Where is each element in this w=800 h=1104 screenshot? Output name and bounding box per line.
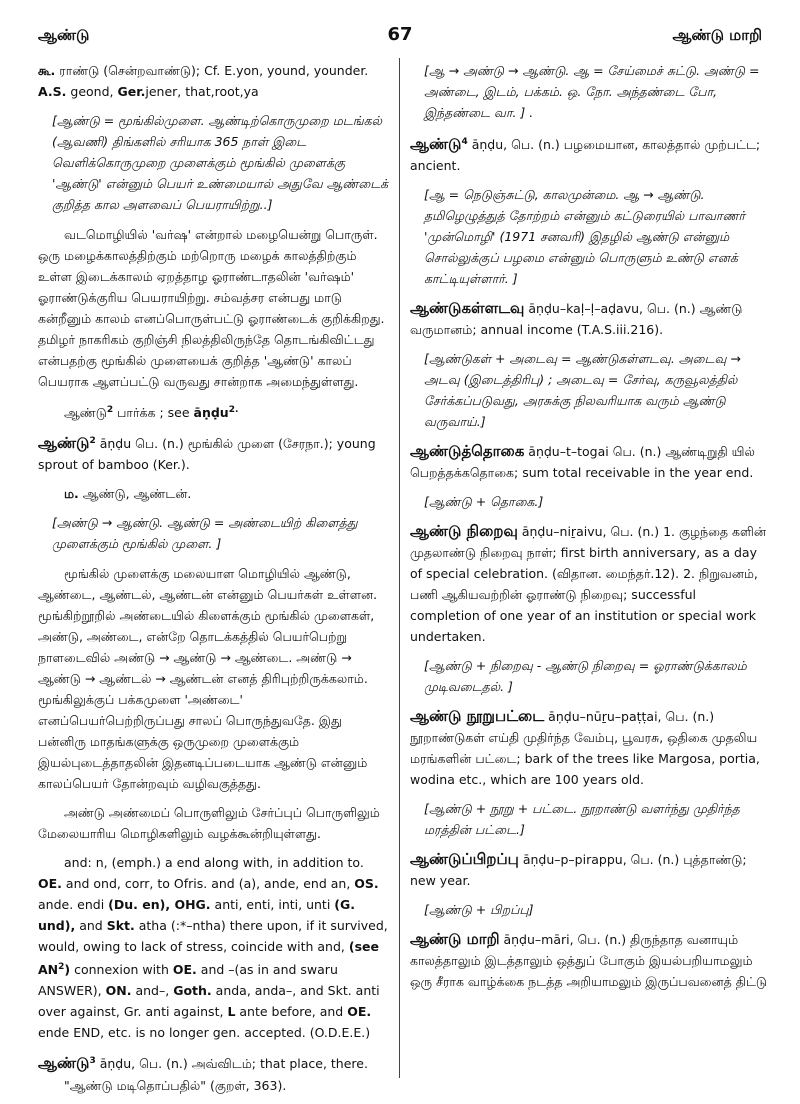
text: ஆண்டு (64, 405, 107, 421)
header-right-guideword: ஆண்டு மாறி (672, 26, 762, 44)
text: and: n, (emph.) a end along with, in addition to. (64, 855, 364, 871)
lang-abbr: A.S. (38, 84, 67, 99)
headword: ஆண்டு மாறி (410, 930, 500, 949)
transliteration: āṇḍu–nūṟu–paṭṭai (548, 709, 658, 725)
etymology-note: [ஆண்டு + தொகை.] (424, 494, 544, 510)
lang-abbr: OE. (347, 1004, 372, 1020)
lang-abbr: OE. (172, 962, 197, 978)
lang-abbr: (G. und), (38, 897, 356, 934)
column-divider (399, 58, 400, 1078)
superscript: 2 (106, 405, 114, 415)
definition: , பெ. (n.) அவ்விடம்; that place, there. (131, 1056, 368, 1072)
text: jener, that,root,ya (145, 84, 259, 99)
text: (see AN (38, 939, 379, 978)
right-column (410, 60, 768, 1000)
superscript: 2 (58, 962, 65, 973)
lang-abbr: Goth. (173, 983, 212, 999)
transliteration: āṇḍu (99, 1056, 132, 1072)
text: ஆண்டு, ஆண்டன். (82, 486, 192, 502)
dictionary-entry (410, 441, 768, 483)
transliteration: āṇḍu–t–togai (528, 444, 609, 460)
paragraph: மூங்கில் முளைக்கு மலையாள மொழியில் ஆண்டு, ஆண்டை, ஆண்டல், ஆண்டன் என்னும் பெயர்கள் உள்ளன. மூங்கிற்றூறில் அண்டையில் கிளைக்கும் மூங்கில் முளைகள், அண்டு, அண்டை, என்றே தொடக்கத்தில் பெயர்பெற்று நாளடைவில் அண்டு → ஆண்டு → ஆண்டை. அண்டு → ஆண்டு → ஆண்டல் → ஆண்டன் எனத் திரிபுற்றிருக்கலாம். மூங்கிலுக்குப் பக்கமுளை 'அண்டை' எனப்பெயர்பெற்றிருப்பது சாலப் பொருந்துவதே. இது பன்னிரு மாதங்களுக்கு ஒருமுறை முளைக்கும் இயல்புடைத்தாதலின் இதனடிப்படையாக ஆண்டு என்னும் காலப்பெயர் தோன்றவும் வழிவகுத்தது. (38, 566, 378, 792)
text: ) (64, 962, 71, 978)
text: ராண்டு (சென்றவாண்டு); Cf. E.yon, yound, younder. (59, 63, 369, 78)
dictionary-entry (38, 431, 390, 475)
dictionary-entry (410, 521, 768, 647)
lang-abbr: Ger. (117, 84, 146, 99)
headword: ஆண்டு (38, 1054, 90, 1073)
etymology-note: [ஆண்டு + நிறைவு - ஆண்டு நிறைவு = ஓராண்டுக்காலம் முடிவடைதல். ] (424, 658, 747, 695)
dictionary-entry (38, 1051, 390, 1095)
transliteration: āṇḍu–kaḷ–ḷ–aḍavu (528, 301, 640, 317)
transliteration: āṇḍu (471, 137, 504, 153)
cross-reference (38, 400, 390, 423)
dictionary-entry (410, 929, 768, 992)
text: and –(as in and swaru ANSWER), (38, 962, 338, 999)
text: and ond, corr, to Ofris. and (a), ande, end an, (65, 876, 351, 892)
left-column (38, 60, 390, 1104)
lang-abbr: ON. (105, 983, 132, 999)
definition: , பெ. (n.) புத்தாண்டு; new year. (410, 852, 747, 889)
text: and–, (135, 983, 170, 999)
dictionary-entry (410, 849, 768, 891)
text: பார்க்க ; see (117, 405, 190, 421)
page-number: 67 (387, 24, 413, 45)
dictionary-entry (410, 298, 768, 340)
english-etymology (38, 852, 390, 1043)
transliteration: āṇḍu–māri (503, 932, 570, 948)
text: atha (:*–ntha) there upon, if it survived, would, owing to lack of stress, coincide with and, (38, 918, 388, 955)
lang-abbr: Skt. (106, 918, 135, 934)
entry-continuation (38, 60, 390, 102)
paragraph: அண்டு அண்மைப் பொருளிலும் சேர்ப்புப் பொருளிலும் மேலையாரிய மொழிகளிலும் வழக்கூன்றியுள்ளது. (38, 805, 380, 842)
page-header (38, 26, 762, 50)
etymology-note: [ஆண்டு + நூறு + பட்டை. நூறாண்டு வளர்ந்து முதிர்ந்த மரத்தின் பட்டை.] (424, 801, 740, 838)
text: anti, enti, inti, unti (214, 897, 331, 913)
text: anda, anda–, and Skt. anti over against, Gr. anti against, (38, 983, 380, 1020)
headword: ஆண்டு நிறைவு (410, 522, 518, 541)
definition: , பெ. (n.) 1. குழந்தை களின் முதலாண்டு நிறைவு நாள்; first birth anniversary, as a day of special celebration. (விதான. மைந்தர்.12). 2. நிறுவனம், பணி ஆகியவற்றின் ஓராண்டு நிறைவு; successful completion of one year of an institution or special work undertaken. (410, 524, 766, 645)
superscript: 3 (89, 1056, 96, 1067)
headword: ஆண்டுகள்ளடவு (410, 299, 525, 318)
lang-abbr: ம. (64, 486, 79, 502)
transliteration: āṇḍu–niṟaivu (521, 524, 603, 540)
headword: ஆண்டு (410, 135, 462, 154)
headword: ஆண்டுப்பிறப்பு (410, 850, 519, 869)
headword: ஆண்டு நூறுபட்டை (410, 707, 545, 726)
superscript: 4 (461, 137, 468, 147)
dictionary-entry (410, 706, 768, 790)
cognates (38, 483, 390, 504)
lang-abbr: L (227, 1004, 236, 1020)
transliteration: āṇḍu–p–pirappu (522, 852, 623, 868)
transliteration: āṇḍu (193, 405, 229, 421)
etymology-note: [அண்டு → ஆண்டு. ஆண்டு = அண்டையிற் கிளைத்து முளைக்கும் மூங்கில் முளை. ] (52, 515, 358, 552)
lang-abbr: (Du. en), OHG. (108, 897, 211, 913)
text: ante before, and (239, 1004, 344, 1020)
superscript: 2 (89, 436, 96, 447)
etymology-note: [ஆ → அண்டு → ஆண்டு. ஆ = சேய்மைச் சுட்டு. அண்டு = அண்டை, இடம், பக்கம். ஒ. நோ. அந்தண்டை போ, இந்தண்டை வா. ] . (424, 63, 760, 120)
etymology-note: [ஆ = நெடுஞ்சுட்டு, காலமுன்மை. ஆ → ஆண்டு. தமிழெழுத்துத் தோற்றம் என்னும் கட்டுரையில் பாவாணர் 'முன்மொழி' (1971 சனவரி) இதழில் ஆண்டு என்னும் சொல்லுக்குப் பழமை என்னும் பொருளும் உண்டு எனக் காட்டியுள்ளார். ] (424, 187, 746, 287)
dictionary-entry (410, 132, 768, 176)
definition: , பெ. (n.) பழமையான, காலத்தால் முற்பட்ட; ancient. (410, 137, 761, 174)
etymology-note: [ஆண்டு + பிறப்பு] (424, 902, 534, 918)
quotation: "ஆண்டு மடிதொப்பதில்" (குறள், 363). (64, 1077, 287, 1093)
text: connexion with (74, 962, 169, 978)
transliteration: āṇḍu (99, 436, 132, 452)
text: and (79, 918, 103, 934)
lang-abbr: OS. (354, 876, 379, 892)
etymology-note: [ஆண்டுகள் + அடைவு = ஆண்டுகள்ளடவு. அடைவு → அடவு (இடைத்திரிபு) ; அடைவு = சேர்வு, கருவூலத்தில் சேர்க்கப்படுவது, அரசுக்கு நிலவரியாக வரும் ஆண்டு வருவாய்.] (424, 351, 741, 430)
lang-abbr: OE. (38, 876, 62, 892)
definition: , பெ. (n.) ஆண்டு வருமானம்; annual income (T.A.S.iii.216). (410, 301, 743, 338)
etymology-note: [ஆண்டு = மூங்கில்முளை. ஆண்டிற்கொருமுறை மடங்கல் (ஆவணி) திங்களில் சரியாக 365 நாள் இடை வெளிக்கொருமுறை முளைக்கும் மூங்கில் முளைக்கு 'ஆண்டு' என்னும் பெயர் உண்மையால் அதுவே ஆண்டைக் குறித்த கால அளவைப் பெயராயிற்று..] (52, 113, 389, 212)
lang-abbr: கூ. (38, 63, 56, 78)
text: ande. endi (38, 897, 105, 913)
superscript: 2. (228, 405, 239, 415)
text: geond, (70, 84, 114, 99)
header-left-guideword: ஆண்டு (38, 26, 90, 44)
headword: ஆண்டுத்தொகை (410, 442, 525, 461)
paragraph: வடமொழியில் 'வர்ஷ' என்றால் மழையென்று பொருள். ஒரு மழைக்காலத்திற்கும் மற்றொரு மழைக் காலத்திற்கும் உள்ள இடைக்காலம் ஏறத்தாழ ஓராண்டாதலின் 'வர்ஷம்' ஓராண்டுக்குரிய பெயராயிற்று. சம்வத்சர என்பது மாடு கன்றீனும் காலம் எனப்பொருள்பட்டு ஓராண்டைக் குறிக்கிறது. தமிழர் நாகரிகம் குறிஞ்சி நிலத்திலிருந்தே தொடங்கிவிட்டது என்பதற்கு மூங்கில் முளையைக் குறித்த 'ஆண்டு' காலப் பெயராக ஆளப்பட்டு வருவது சான்றாக அமைந்துள்ளது. (38, 227, 385, 389)
headword: ஆண்டு (38, 434, 90, 453)
definition: , பெ. (n.) திருந்தாத வனாயும் காலத்தாலும் இடத்தாலும் ஒத்துப் போகும் இயல்பறியாமலும் ஒரு சீராக வாழ்க்கை நடத்த அறியாமலும் இருப்பவனைத் திட்டு (410, 932, 768, 990)
definition: பெ. (n.) ஆண்டிறுதி யில் பெறத்தக்கதொகை; sum total receivable in the year end. (410, 444, 755, 481)
definition: , பெ. (n.) நூறாண்டுகள் எய்தி முதிர்ந்த வேம்பு, பூவரசு, ஒதிகை முதலிய மரங்களின் பட்டை; bark of the trees like Margosa, portia, wodina etc., which are 100 years old. (410, 709, 760, 788)
definition: பெ. (n.) மூங்கில் முளை (சேரநா.); young sprout of bamboo (Ker.). (38, 436, 376, 473)
text: ende END, etc. is no longer gen. accepted. (O.D.E.E.) (38, 1025, 371, 1041)
